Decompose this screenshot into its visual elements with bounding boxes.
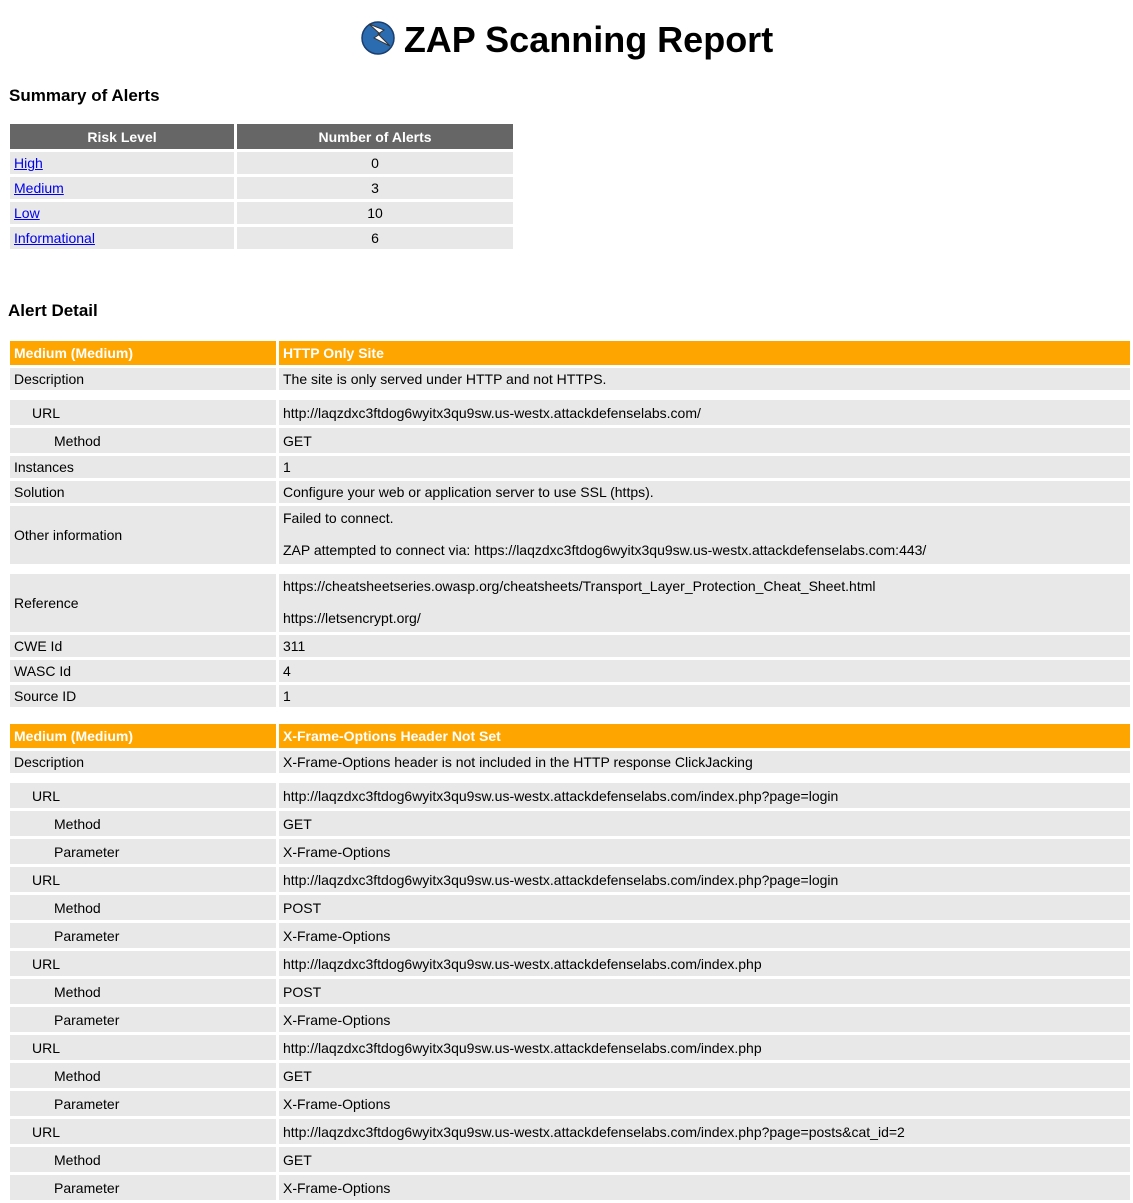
url-label: URL	[10, 951, 276, 976]
description-value: X-Frame-Options header is not included in the HTTP response ClickJacking	[279, 751, 1130, 773]
parameter-value: X-Frame-Options	[279, 839, 1130, 864]
url-label: URL	[10, 400, 276, 425]
url-value: http://laqzdxc3ftdog6wyitx3qu9sw.us-westx.attackdefenselabs.com/index.php?page=posts&cat_id=2	[279, 1119, 1130, 1144]
alert-count: 6	[237, 227, 513, 249]
summary-table	[7, 121, 516, 252]
parameter-label: Parameter	[10, 1175, 276, 1200]
alert-count: 3	[237, 177, 513, 199]
cwe-id-label: CWE Id	[10, 635, 276, 657]
instance-row	[10, 1091, 1130, 1116]
parameter-label: Parameter	[10, 839, 276, 864]
parameter-label: Parameter	[10, 1007, 276, 1032]
url-value: http://laqzdxc3ftdog6wyitx3qu9sw.us-westx.attackdefenselabs.com/index.php	[279, 951, 1130, 976]
instance-row	[10, 895, 1130, 920]
alert-count: 0	[237, 152, 513, 174]
parameter-value: X-Frame-Options	[279, 1007, 1130, 1032]
instance-row	[10, 1119, 1130, 1144]
page-title-text: ZAP Scanning Report	[403, 19, 774, 60]
col-number-of-alerts: Number of Alerts	[237, 124, 513, 149]
cwe-id-value: 311	[279, 635, 1130, 657]
url-value: http://laqzdxc3ftdog6wyitx3qu9sw.us-westx.attackdefenselabs.com/index.php?page=login	[279, 867, 1130, 892]
summary-row-informational	[10, 227, 513, 249]
instance-row	[10, 1035, 1130, 1060]
url-value: http://laqzdxc3ftdog6wyitx3qu9sw.us-westx.attackdefenselabs.com/	[279, 400, 1130, 425]
risk-link-informational[interactable]: Informational	[14, 230, 95, 246]
method-value: POST	[279, 895, 1130, 920]
alert-name: HTTP Only Site	[279, 341, 1130, 365]
alert-risk: Medium (Medium)	[10, 341, 276, 365]
method-value: GET	[279, 1063, 1130, 1088]
url-label: URL	[10, 867, 276, 892]
reference-value	[279, 574, 1130, 632]
alert-table-x-frame-options	[7, 721, 1133, 1203]
instance-row	[10, 1007, 1130, 1032]
parameter-value: X-Frame-Options	[279, 923, 1130, 948]
instance-row	[10, 1147, 1130, 1172]
risk-link-low[interactable]: Low	[14, 205, 40, 221]
solution-value: Configure your web or application server to use SSL (https).	[279, 481, 1130, 503]
url-label: URL	[10, 1035, 276, 1060]
method-label: Method	[10, 428, 276, 453]
instance-row	[10, 783, 1130, 808]
method-value: POST	[279, 979, 1130, 1004]
summary-row-low	[10, 202, 513, 224]
summary-heading: Summary of Alerts	[9, 86, 160, 105]
source-id-value: 1	[279, 685, 1130, 707]
reference-line: https://cheatsheetseries.owasp.org/cheatsheets/Transport_Layer_Protection_Cheat_Sheet.html	[283, 578, 876, 594]
description-value: The site is only served under HTTP and not HTTPS.	[279, 368, 1130, 390]
instances-label: Instances	[10, 456, 276, 478]
zap-logo-icon	[360, 18, 396, 70]
page-title	[0, 14, 1133, 70]
source-id-label: Source ID	[10, 685, 276, 707]
instance-row	[10, 1063, 1130, 1088]
url-value: http://laqzdxc3ftdog6wyitx3qu9sw.us-westx.attackdefenselabs.com/index.php	[279, 1035, 1130, 1060]
other-information-label: Other information	[10, 506, 276, 564]
other-information-value	[279, 506, 1130, 564]
parameter-label: Parameter	[10, 923, 276, 948]
method-label: Method	[10, 811, 276, 836]
summary-row-medium	[10, 177, 513, 199]
instance-row	[10, 839, 1130, 864]
method-label: Method	[10, 1147, 276, 1172]
alert-detail-heading: Alert Detail	[8, 301, 98, 320]
method-label: Method	[10, 1063, 276, 1088]
other-information-line: ZAP attempted to connect via: https://laqzdxc3ftdog6wyitx3qu9sw.us-westx.attackdefenselabs.com:443/	[283, 542, 927, 558]
col-risk-level: Risk Level	[10, 124, 234, 149]
wasc-id-value: 4	[279, 660, 1130, 682]
instance-row	[10, 1175, 1130, 1200]
summary-row-high	[10, 152, 513, 174]
alert-table-http-only-site	[7, 338, 1133, 710]
method-value: GET	[279, 1147, 1130, 1172]
description-label: Description	[10, 751, 276, 773]
other-information-line: Failed to connect.	[283, 510, 394, 526]
method-value: GET	[279, 428, 1130, 453]
parameter-label: Parameter	[10, 1091, 276, 1116]
wasc-id-label: WASC Id	[10, 660, 276, 682]
reference-label: Reference	[10, 574, 276, 632]
risk-link-medium[interactable]: Medium	[14, 180, 64, 196]
url-value: http://laqzdxc3ftdog6wyitx3qu9sw.us-westx.attackdefenselabs.com/index.php?page=login	[279, 783, 1130, 808]
method-label: Method	[10, 979, 276, 1004]
alert-count: 10	[237, 202, 513, 224]
risk-link-high[interactable]: High	[14, 155, 43, 171]
instance-row	[10, 979, 1130, 1004]
url-label: URL	[10, 783, 276, 808]
url-label: URL	[10, 1119, 276, 1144]
alert-risk: Medium (Medium)	[10, 724, 276, 748]
instances-value: 1	[279, 456, 1130, 478]
description-label: Description	[10, 368, 276, 390]
alert-name: X-Frame-Options Header Not Set	[279, 724, 1130, 748]
instance-row	[10, 923, 1130, 948]
instance-row	[10, 951, 1130, 976]
method-value: GET	[279, 811, 1130, 836]
solution-label: Solution	[10, 481, 276, 503]
instance-row	[10, 811, 1130, 836]
parameter-value: X-Frame-Options	[279, 1091, 1130, 1116]
reference-line: https://letsencrypt.org/	[283, 610, 421, 626]
method-label: Method	[10, 895, 276, 920]
parameter-value: X-Frame-Options	[279, 1175, 1130, 1200]
instance-row	[10, 867, 1130, 892]
